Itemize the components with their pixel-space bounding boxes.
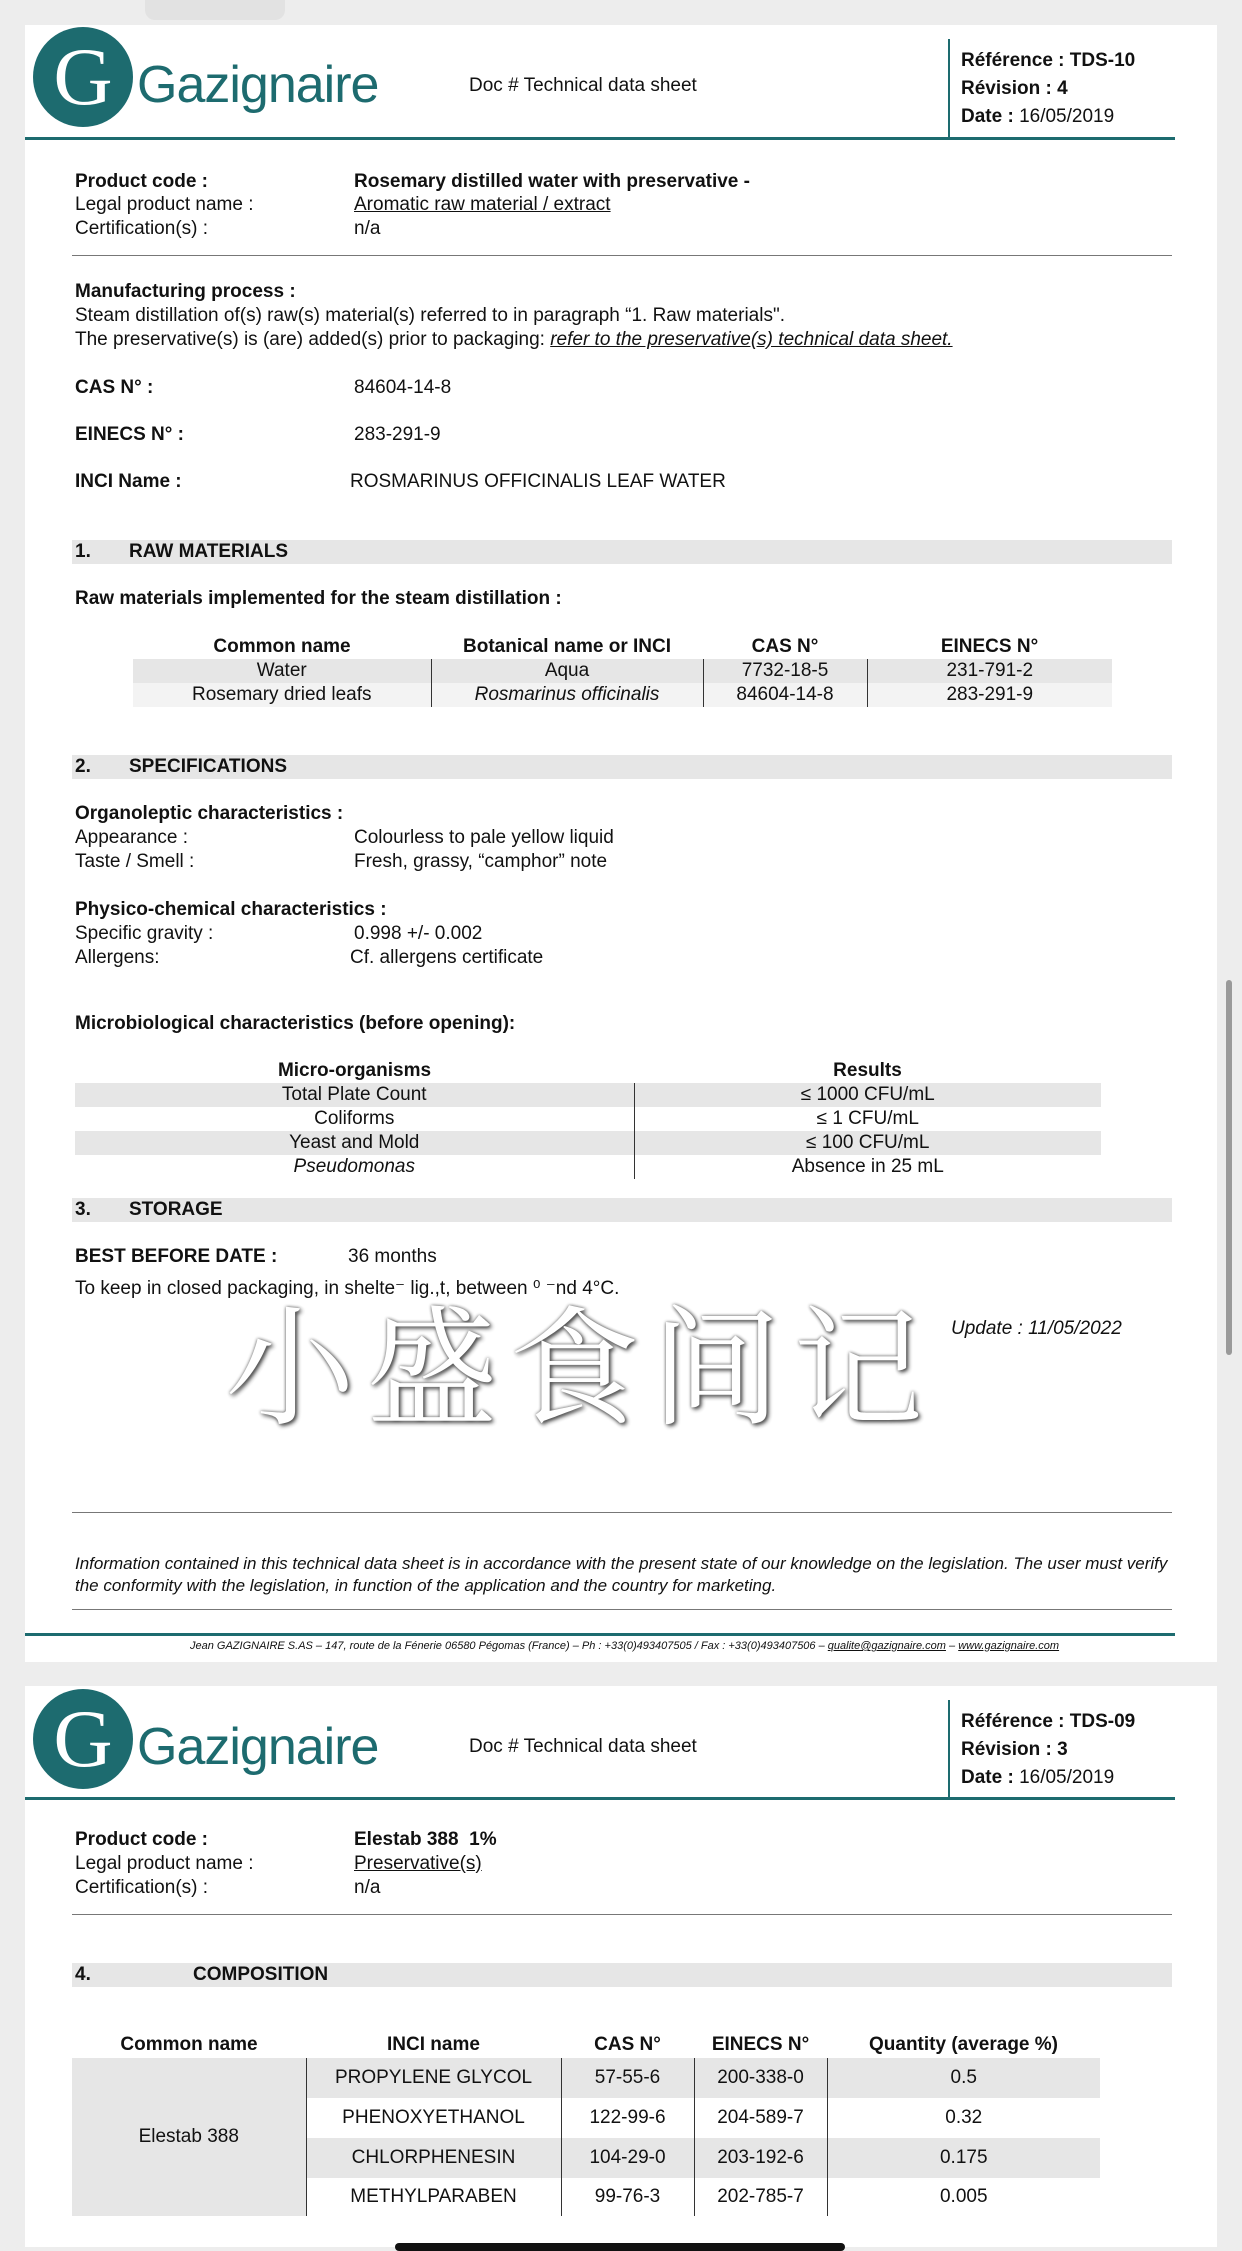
logo-wordmark: Gazignaire xyxy=(137,1718,379,1776)
logo-circle xyxy=(33,27,133,127)
table-header: Micro-organisms xyxy=(277,1060,432,1081)
reference-block: Référence : TDS-09 Révision : 3 Date : 16/05/2019 xyxy=(961,1711,1136,1788)
cert-value: n/a xyxy=(354,218,381,239)
einecs-label: EINECS N° : xyxy=(75,424,184,445)
product-code-label: Product code : xyxy=(75,1829,209,1850)
micro-table xyxy=(75,1059,1101,1179)
inci-value: ROSMARINUS OFFICINALIS LEAF WATER xyxy=(350,471,726,492)
home-indicator[interactable] xyxy=(395,2243,845,2251)
table-header: CAS N° xyxy=(751,636,819,657)
table-header-row xyxy=(72,2032,1100,2058)
scrollbar[interactable] xyxy=(1226,980,1232,1355)
allergens-label: Allergens: xyxy=(75,947,160,968)
cert-value: n/a xyxy=(354,1877,381,1898)
section-storage: 3. STORAGE xyxy=(72,1198,1172,1222)
legal-name-label: Legal product name : xyxy=(75,1853,254,1874)
status-pill xyxy=(145,0,285,20)
table-row: Coliforms ≤ 1 CFU/mL xyxy=(75,1107,1101,1131)
sg-value: 0.998 +/- 0.002 xyxy=(354,923,483,944)
organo-title: Organoleptic characteristics : xyxy=(75,803,344,824)
cas-value: 84604-14-8 xyxy=(354,377,452,398)
divider xyxy=(72,1512,1172,1513)
table-header-row xyxy=(75,1059,1101,1083)
table-row: Yeast and Mold ≤ 100 CFU/mL xyxy=(75,1131,1101,1155)
product-code: Elestab 388 1% xyxy=(354,1829,497,1850)
einecs-value: 283-291-9 xyxy=(354,424,441,445)
document-page-2 xyxy=(25,1686,1217,2247)
section-composition: 4. COMPOSITION xyxy=(72,1963,1172,1987)
product-code-label: Product code : xyxy=(75,171,209,192)
logo-letter: G xyxy=(53,1693,113,1784)
sg-label: Specific gravity : xyxy=(75,923,214,944)
company-footer: Jean GAZIGNAIRE S.AS – 147, route de la Fénerie 06580 Pégomas (France) – Ph : +33(0)493407505 / Fax : +33(0)493407506 – qualite@gazignaire.com – www.gazignaire.com xyxy=(190,1640,1060,1652)
bbd-value: 36 months xyxy=(348,1246,437,1267)
table-header: EINECS N° xyxy=(940,636,1039,657)
section-specifications: 2. SPECIFICATIONS xyxy=(72,755,1172,779)
mfg-title: Manufacturing process : xyxy=(75,281,296,302)
legal-name: Aromatic raw material / extract xyxy=(354,194,611,215)
appearance-label: Appearance : xyxy=(75,827,189,848)
cert-label: Certification(s) : xyxy=(75,1877,209,1898)
divider xyxy=(72,255,1172,256)
section-raw-materials: 1. RAW MATERIALS xyxy=(72,540,1172,564)
table-row: Rosemary dried leafs Rosmarinus officinalis 84604-14-8 283-291-9 xyxy=(133,683,1112,707)
legal-name-label: Legal product name : xyxy=(75,194,254,215)
table-row: Water Aqua 7732-18-5 231-791-2 xyxy=(133,659,1112,683)
preservative-link[interactable]: refer to the preservative(s) technical data sheet. xyxy=(550,329,953,350)
table-header: Results xyxy=(833,1060,902,1081)
header-divider xyxy=(948,39,950,139)
allergens-value: Cf. allergens certificate xyxy=(350,947,544,968)
physico-title: Physico-chemical characteristics : xyxy=(75,899,387,920)
mfg-line-1: Steam distillation of(s) raw(s) material(s) referred to in paragraph “1. Raw materials". xyxy=(75,305,785,326)
inci-label: INCI Name : xyxy=(75,471,182,492)
website-link[interactable]: www.gazignaire.com xyxy=(958,1640,1060,1652)
logo-wordmark: Gazignaire xyxy=(137,56,379,114)
table-header: CAS N° xyxy=(594,2034,661,2055)
table-row: Elestab 388 PROPYLENE GLYCOL 57-55-6 200-338-0 0.5 xyxy=(72,2058,1100,2098)
table-row: Total Plate Count ≤ 1000 CFU/mL xyxy=(75,1083,1101,1107)
table-header: Common name xyxy=(120,2034,258,2055)
table-header: Common name xyxy=(213,636,351,657)
header-divider xyxy=(948,1700,950,1800)
table-header: Quantity (average %) xyxy=(869,2034,1058,2055)
composition-table xyxy=(72,2032,1100,2216)
logo-letter: G xyxy=(53,31,113,122)
cert-label: Certification(s) : xyxy=(75,218,209,239)
watermark: 小盛食间记 xyxy=(225,1293,936,1445)
table-row: CHLORPHENESIN 104-29-0 203-192-6 0.175 xyxy=(72,2138,1100,2178)
storage-text: To keep in closed packaging, in shelte⁻ lig.,t, between ⁰ ⁻nd 4°C. xyxy=(75,1278,620,1299)
table-header: Botanical name or INCI xyxy=(463,636,671,657)
common-name-cell: Elestab 388 xyxy=(72,2058,306,2216)
status-bar xyxy=(0,0,1242,22)
table-row: PHENOXYETHANOL 122-99-6 204-589-7 0.32 xyxy=(72,2098,1100,2138)
raw-materials-table xyxy=(133,635,1112,707)
raw-intro: Raw materials implemented for the steam distillation : xyxy=(75,588,562,609)
product-code: Rosemary distilled water with preservative - xyxy=(354,171,750,192)
logo-circle xyxy=(33,1689,133,1789)
legal-name: Preservative(s) xyxy=(354,1853,482,1874)
update-date: Update : 11/05/2022 xyxy=(951,1318,1122,1339)
taste-label: Taste / Smell : xyxy=(75,851,195,872)
table-row: Pseudomonas Absence in 25 mL xyxy=(75,1155,1101,1179)
table-row: METHYLPARABEN 99-76-3 202-785-7 0.005 xyxy=(72,2178,1100,2216)
divider xyxy=(72,1609,1172,1610)
info-note: Information contained in this technical data sheet is in accordance with the present state of our knowledge on the legislation. The user must verify the conformity with the legislation, in function of the application and the country for marketing. xyxy=(75,1554,1168,1595)
doc-title: Doc # Technical data sheet xyxy=(469,1736,697,1757)
bbd-label: BEST BEFORE DATE : xyxy=(75,1246,278,1267)
doc-title: Doc # Technical data sheet xyxy=(469,75,697,96)
table-header-row xyxy=(133,635,1112,659)
header-rule xyxy=(25,137,1175,140)
reference-block: Référence : TDS-10 Révision : 4 Date : 16/05/2019 xyxy=(961,50,1136,127)
table-header: INCI name xyxy=(387,2034,480,2055)
divider xyxy=(72,1914,1172,1915)
header-rule xyxy=(25,1797,1175,1800)
micro-title: Microbiological characteristics (before opening): xyxy=(75,1013,516,1034)
email-link[interactable]: qualite@gazignaire.com xyxy=(827,1640,946,1652)
footer-rule xyxy=(25,1633,1175,1636)
mfg-line-2: The preservative(s) is (are) added(s) prior to packaging: refer to the preservative(s) technical data sheet. xyxy=(75,329,953,350)
table-header: EINECS N° xyxy=(711,2034,810,2055)
cas-label: CAS N° : xyxy=(75,377,154,398)
appearance-value: Colourless to pale yellow liquid xyxy=(354,827,614,848)
taste-value: Fresh, grassy, “camphor” note xyxy=(354,851,608,872)
